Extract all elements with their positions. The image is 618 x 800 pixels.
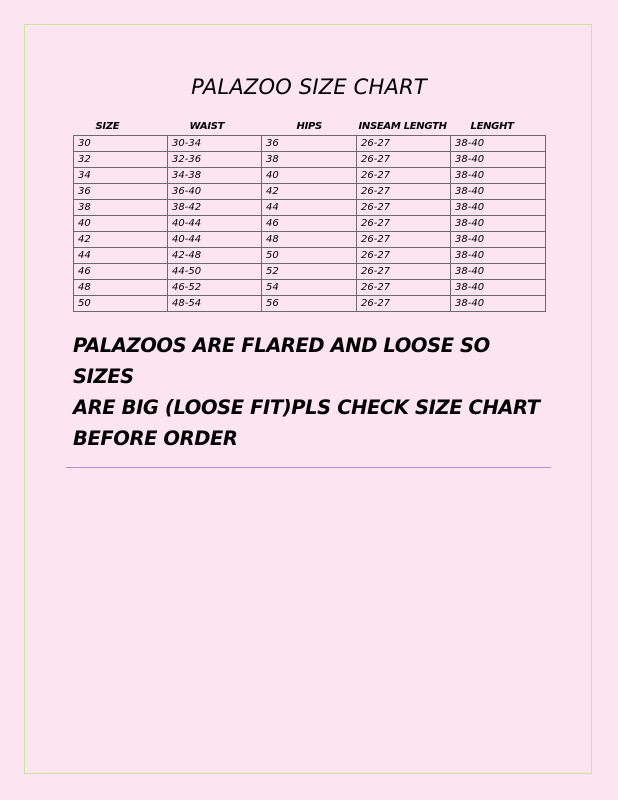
- table-cell: 38-40: [451, 248, 546, 264]
- table-cell: 38-40: [451, 216, 546, 232]
- table-cell: 38-40: [451, 296, 546, 312]
- header-inseam-length: INSEAM LENGTH: [358, 120, 447, 132]
- table-cell: 40: [262, 168, 357, 184]
- table-cell: 56: [262, 296, 357, 312]
- table-cell: 38-40: [451, 280, 546, 296]
- table-cell: 38-40: [451, 184, 546, 200]
- table-body: [74, 136, 546, 312]
- fit-notice-line-2: ARE BIG (LOOSE FIT)PLS CHECK SIZE CHART: [73, 396, 540, 419]
- fit-notice-line-3: BEFORE ORDER: [73, 427, 238, 450]
- table-cell: 38-40: [451, 232, 546, 248]
- table-cell: 44: [74, 248, 168, 264]
- table-cell: 38-40: [451, 264, 546, 280]
- table-cell: 54: [262, 280, 357, 296]
- page-title: PALAZOO SIZE CHART: [191, 75, 427, 99]
- table-row: [74, 136, 546, 152]
- table-cell: 44-50: [168, 264, 262, 280]
- table-cell: 46: [74, 264, 168, 280]
- table-cell: 36-40: [168, 184, 262, 200]
- fit-notice: [73, 330, 553, 454]
- table-cell: 42: [74, 232, 168, 248]
- table-cell: 50: [262, 248, 357, 264]
- header-size: SIZE: [95, 120, 120, 132]
- table-cell: 32: [74, 152, 168, 168]
- table-cell: 34-38: [168, 168, 262, 184]
- table-row: [74, 232, 546, 248]
- table-cell: 40-44: [168, 216, 262, 232]
- table-row: [74, 280, 546, 296]
- table-cell: 30: [74, 136, 168, 152]
- table-cell: 46-52: [168, 280, 262, 296]
- table-cell: 52: [262, 264, 357, 280]
- table-cell: 42: [262, 184, 357, 200]
- table-row: [74, 152, 546, 168]
- table-row: [74, 248, 546, 264]
- table-row: [74, 168, 546, 184]
- table-cell: 26-27: [357, 280, 451, 296]
- table-cell: 26-27: [357, 152, 451, 168]
- table-cell: 38-40: [451, 136, 546, 152]
- table-cell: 26-27: [357, 232, 451, 248]
- table-cell: 38-40: [451, 168, 546, 184]
- table-cell: 38-42: [168, 200, 262, 216]
- table-cell: 38: [262, 152, 357, 168]
- table-row: [74, 200, 546, 216]
- table-cell: 36: [262, 136, 357, 152]
- table-header-row: [74, 119, 546, 136]
- table-cell: 26-27: [357, 136, 451, 152]
- table-cell: 26-27: [357, 248, 451, 264]
- table-cell: 34: [74, 168, 168, 184]
- table-cell: 46: [262, 216, 357, 232]
- table-row: [74, 216, 546, 232]
- table-row: [74, 184, 546, 200]
- table-cell: 26-27: [357, 264, 451, 280]
- table-cell: 32-36: [168, 152, 262, 168]
- table-cell: 42-48: [168, 248, 262, 264]
- table-row: [74, 264, 546, 280]
- table-cell: 26-27: [357, 296, 451, 312]
- table-cell: 26-27: [357, 168, 451, 184]
- header-waist: WAIST: [189, 120, 225, 132]
- table-cell: 26-27: [357, 216, 451, 232]
- table-cell: 26-27: [357, 200, 451, 216]
- table-cell: 38-40: [451, 152, 546, 168]
- size-chart-table: [73, 119, 546, 312]
- table-cell: 40-44: [168, 232, 262, 248]
- table-cell: 38: [74, 200, 168, 216]
- table-cell: 48: [262, 232, 357, 248]
- table-cell: 48: [74, 280, 168, 296]
- table-cell: 40: [74, 216, 168, 232]
- table-cell: 26-27: [357, 184, 451, 200]
- header-length: LENGHT: [470, 120, 514, 132]
- divider-line: [66, 467, 551, 468]
- table-row: [74, 296, 546, 312]
- table-cell: 36: [74, 184, 168, 200]
- table-cell: 50: [74, 296, 168, 312]
- table-cell: 44: [262, 200, 357, 216]
- header-hips: HIPS: [296, 120, 322, 132]
- fit-notice-line-1: PALAZOOS ARE FLARED AND LOOSE SO SIZES: [73, 334, 490, 388]
- table-cell: 30-34: [168, 136, 262, 152]
- table-cell: 48-54: [168, 296, 262, 312]
- table-cell: 38-40: [451, 200, 546, 216]
